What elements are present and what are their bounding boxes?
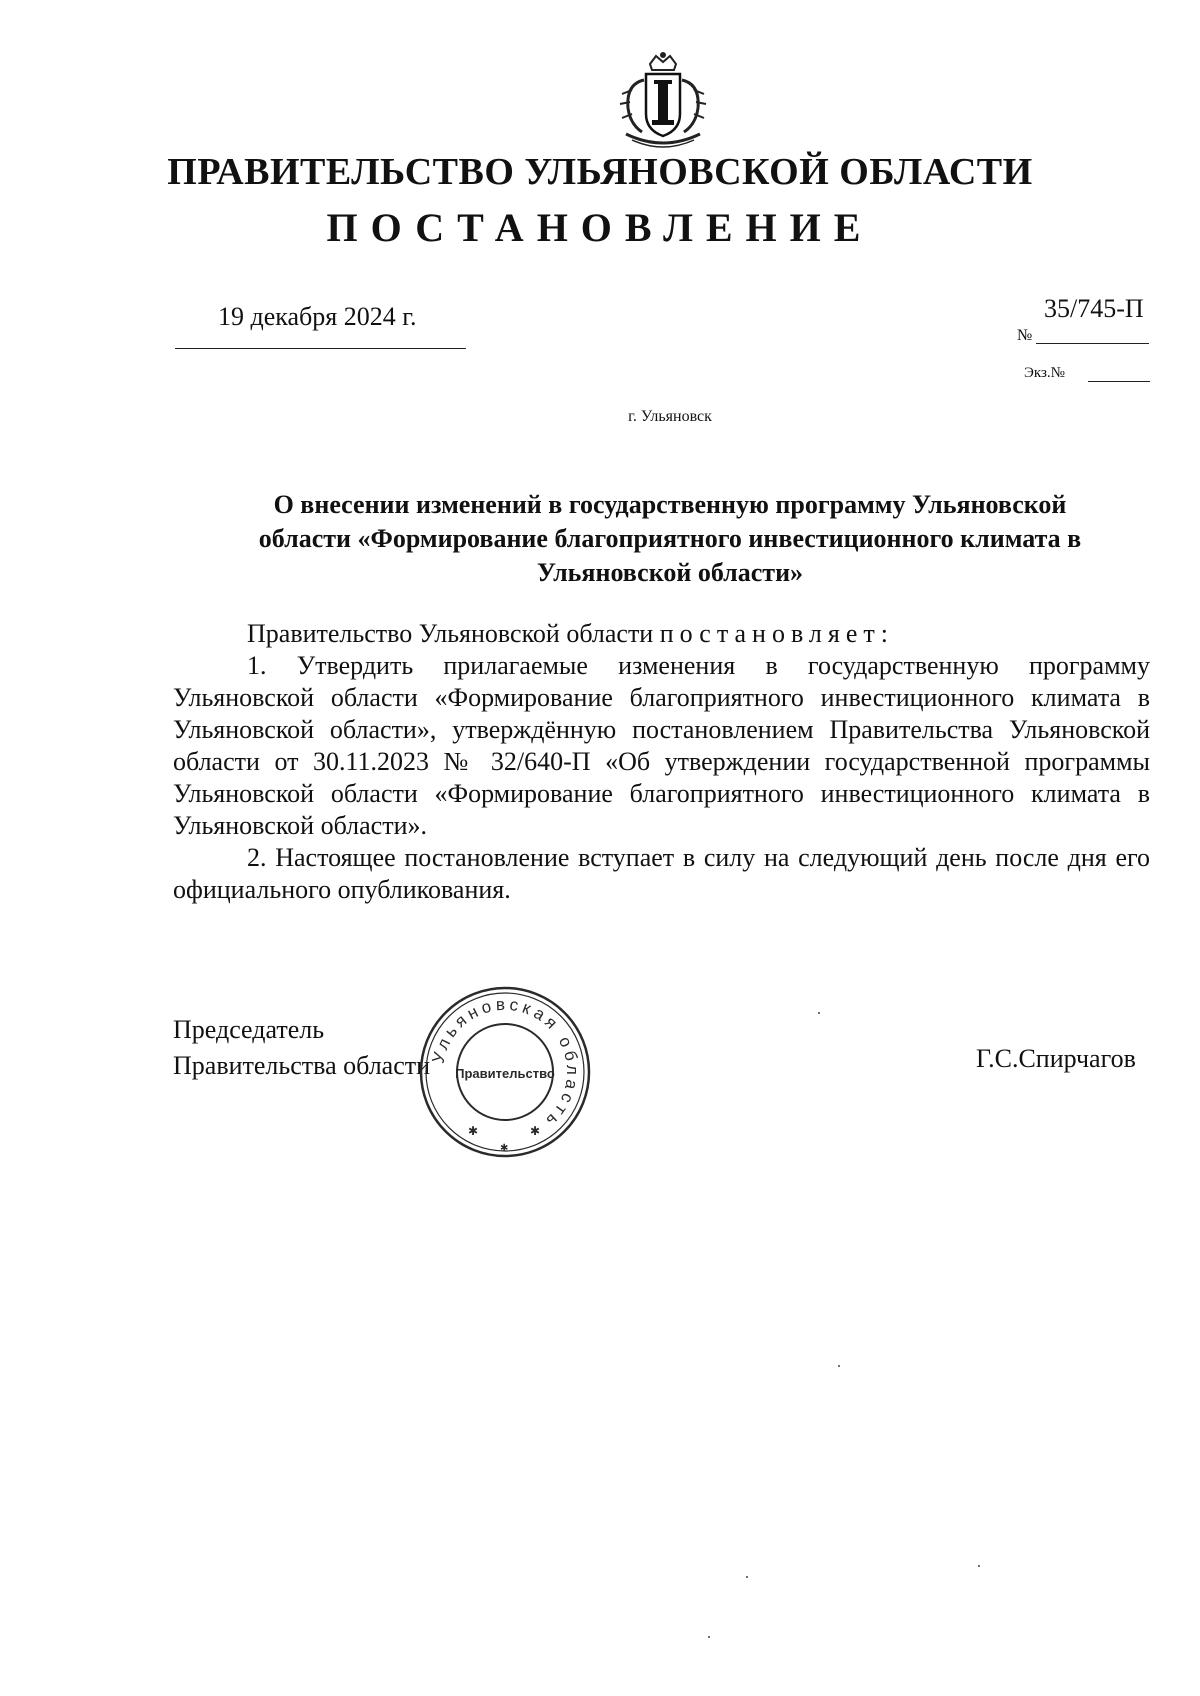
- signer-block: [173, 1012, 430, 1084]
- official-seal-stamp: [418, 985, 592, 1159]
- signer-name: Г.С.Спирчагов: [976, 1044, 1136, 1073]
- scan-speck: [708, 1636, 710, 1638]
- svg-text:✱: ✱: [530, 1124, 541, 1138]
- copy-number-label: Экз.№: [1024, 365, 1065, 381]
- document-heading: О внесении изменений в государственную программу Ульяновской области «Формирование благоприятного инвестиционного климата в Ульяновской области»: [258, 490, 1082, 587]
- city-name: г. Ульяновск: [628, 408, 712, 425]
- seal-center-text: Правительство: [455, 1066, 555, 1081]
- preamble-subject: Правительство Ульяновской области: [247, 619, 654, 648]
- preamble: [173, 618, 1150, 650]
- signer-position-line-1: Председатель: [173, 1015, 325, 1044]
- seal-ring-text: Ульяновская область: [428, 994, 583, 1133]
- document-number: 35/745-П: [1044, 294, 1144, 323]
- scan-speck: [978, 1565, 980, 1567]
- signer-position-line-2: Правительства области: [173, 1051, 431, 1080]
- document-body: [173, 618, 1150, 906]
- document-date: 19 декабря 2024 г.: [218, 302, 417, 331]
- svg-text:✱: ✱: [468, 1124, 479, 1138]
- clause-2: 2. Настоящее постановление вступает в силу на следующий день после дня его официального опубликования.: [173, 843, 1150, 904]
- copy-number-underline: [1088, 381, 1150, 382]
- document-type: ПОСТАНОВЛЕНИЕ: [326, 205, 874, 250]
- number-sign: №: [1017, 327, 1033, 344]
- preamble-verb: постановляет:: [659, 619, 894, 648]
- clause-1: 1. Утвердить прилагаемые изменения в государственную программу Ульяновской области «Формирование благоприятного инвестиционного климата в Ульяновской области», утверждённую постановлением Правительства Ульяновской области от 30.11.2023 № 32/640-П «Об утверждении государственной программы Ульяновской области «Формирование благоприятного инвестиционного климата в Ульяновской области».: [173, 651, 1150, 840]
- svg-text:✱: ✱: [500, 1143, 509, 1154]
- scan-speck: [818, 1012, 820, 1014]
- coat-of-arms-icon: [612, 50, 714, 154]
- organization-title: ПРАВИТЕЛЬСТВО УЛЬЯНОВСКОЙ ОБЛАСТИ: [167, 151, 1033, 193]
- date-underline: [175, 348, 466, 349]
- number-underline: [1036, 343, 1149, 344]
- scan-speck: [838, 1365, 840, 1367]
- svg-text:Ульяновская область: [429, 995, 582, 1133]
- scan-speck: [746, 1576, 748, 1578]
